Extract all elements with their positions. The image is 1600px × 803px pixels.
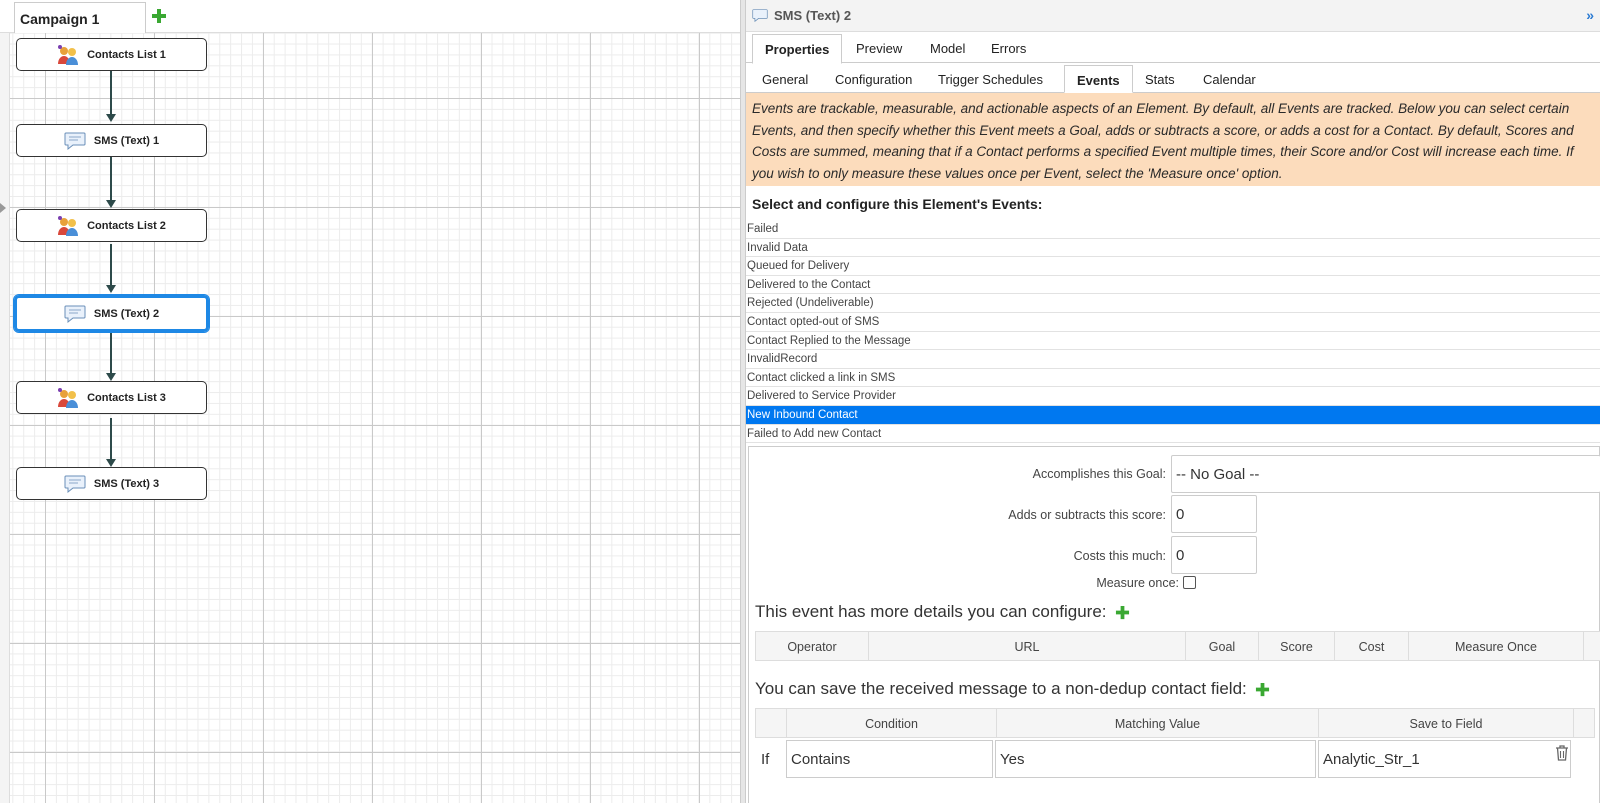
add-campaign-icon[interactable] — [151, 8, 167, 24]
tab-stats[interactable]: Stats — [1145, 72, 1175, 87]
cost-label: Costs this much: — [1073, 549, 1166, 563]
main-tab-bar — [746, 32, 1600, 63]
measure-once-checkbox[interactable] — [1183, 576, 1196, 589]
measure-once-label: Measure once: — [1096, 576, 1179, 590]
connector-arrow — [106, 200, 116, 208]
event-item[interactable]: Queued for Delivery — [746, 257, 1600, 276]
save-rule-row — [755, 739, 1573, 779]
node-sms-text-2[interactable] — [14, 295, 209, 332]
panel-header — [746, 0, 1600, 32]
tab-general[interactable]: General — [762, 72, 809, 87]
add-detail-icon[interactable] — [1115, 605, 1130, 620]
node-label: SMS (Text) 1 — [93, 134, 160, 147]
node-label: SMS (Text) 3 — [93, 477, 160, 490]
campaign-canvas-area — [0, 0, 740, 803]
tab-properties[interactable]: Properties — [752, 34, 842, 64]
event-item[interactable]: Failed to Add new Contact — [746, 425, 1600, 444]
event-item[interactable]: Delivered to Service Provider — [746, 387, 1600, 406]
collapse-panel-icon[interactable]: » — [1586, 7, 1594, 23]
details-heading-text: This event has more details you can configure: — [755, 602, 1107, 621]
tab-trigger-schedules[interactable]: Trigger Schedules — [938, 72, 1044, 87]
matching-value-input[interactable]: Yes — [995, 740, 1316, 778]
sms-icon — [64, 131, 86, 151]
event-item[interactable]: Rejected (Undeliverable) — [746, 294, 1600, 313]
event-item[interactable]: InvalidRecord — [746, 350, 1600, 369]
save-heading-text: You can save the received message to a non-dedup contact field: — [755, 679, 1247, 698]
tab-calendar[interactable]: Calendar — [1203, 72, 1256, 87]
connector-arrow — [106, 114, 116, 122]
cost-input[interactable]: 0 — [1171, 536, 1257, 574]
col-operator[interactable]: Operator — [756, 632, 869, 660]
connector-line — [110, 418, 112, 460]
event-item[interactable]: Contact Replied to the Message — [746, 332, 1600, 351]
node-label: Contacts List 1 — [87, 48, 166, 61]
score-label: Adds or subtracts this score: — [1008, 508, 1166, 522]
sms-icon — [64, 304, 86, 324]
col-measure-once[interactable]: Measure Once — [1409, 632, 1584, 660]
score-input[interactable]: 0 — [1171, 495, 1257, 533]
event-item[interactable]: Delivered to the Contact — [746, 276, 1600, 295]
campaign-tab-bar — [0, 0, 740, 33]
event-item[interactable]: Contact opted-out of SMS — [746, 313, 1600, 332]
node-contacts-list-3[interactable] — [16, 381, 207, 414]
events-section-title: Select and configure this Element's Events: — [752, 196, 1043, 212]
col-cost[interactable]: Cost — [1335, 632, 1409, 660]
tab-preview[interactable]: Preview — [856, 41, 903, 56]
col-prefix — [756, 709, 787, 737]
canvas-left-gutter — [0, 33, 10, 803]
col-condition[interactable]: Condition — [787, 709, 997, 737]
col-matching-value[interactable]: Matching Value — [997, 709, 1319, 737]
sms-icon — [752, 8, 768, 23]
connector-arrow — [106, 459, 116, 467]
contacts-icon — [57, 215, 79, 237]
node-sms-text-1[interactable] — [16, 124, 207, 157]
details-heading — [755, 602, 1130, 622]
if-label: If — [761, 750, 770, 768]
event-config-box — [748, 446, 1600, 803]
connector-line — [110, 244, 112, 286]
details-grid-header — [755, 631, 1600, 661]
add-save-rule-icon[interactable] — [1255, 682, 1270, 697]
node-sms-text-3[interactable] — [16, 467, 207, 500]
save-heading — [755, 679, 1270, 699]
col-url[interactable]: URL — [869, 632, 1186, 660]
condition-select[interactable]: Contains — [786, 740, 993, 778]
events-info-note: Events are trackable, measurable, and actionable aspects of an Element. By default, all Events are tracked. Below you can select certain Events, and then specify whether this Event meets a Goal, adds or subtracts a score, or adds a cost for a Contact. By default, Scores and Costs are summed, meaning that if a Contact performs a specified Event multiple times, their Score and/or Cost will increase each time. If you wish to only measure these values once per Event, select the 'Measure once' option. — [746, 93, 1600, 186]
col-save-to-field[interactable]: Save to Field — [1319, 709, 1574, 737]
node-contacts-list-1[interactable] — [16, 38, 207, 71]
event-list — [746, 220, 1600, 443]
col-goal[interactable]: Goal — [1186, 632, 1259, 660]
tab-configuration[interactable]: Configuration — [835, 72, 913, 87]
tab-errors[interactable]: Errors — [991, 41, 1027, 56]
tab-model[interactable]: Model — [930, 41, 966, 56]
connector-arrow — [106, 373, 116, 381]
node-label: SMS (Text) 2 — [93, 307, 160, 320]
save-to-field-select[interactable]: Analytic_Str_1 — [1318, 740, 1571, 778]
event-item[interactable]: Failed — [746, 220, 1600, 239]
event-item-selected[interactable]: New Inbound Contact — [746, 406, 1600, 425]
sms-icon — [64, 474, 86, 494]
trash-icon[interactable] — [1555, 745, 1569, 761]
col-score[interactable]: Score — [1259, 632, 1335, 660]
panel-title: SMS (Text) 2 — [774, 8, 852, 23]
goal-label: Accomplishes this Goal: — [1032, 467, 1166, 481]
properties-panel — [746, 0, 1600, 803]
tab-campaign-1[interactable]: Campaign 1 — [14, 2, 146, 33]
event-item[interactable]: Contact clicked a link in SMS — [746, 369, 1600, 388]
save-grid-header — [755, 708, 1595, 738]
node-label: Contacts List 3 — [87, 391, 166, 404]
node-contacts-list-2[interactable] — [16, 209, 207, 242]
goal-select[interactable]: -- No Goal -- — [1171, 455, 1600, 493]
sub-tab-bar — [746, 63, 1600, 93]
connector-line — [110, 157, 112, 201]
event-item[interactable]: Invalid Data — [746, 239, 1600, 258]
contacts-icon — [57, 44, 79, 66]
connector-arrow — [106, 285, 116, 293]
node-label: Contacts List 2 — [87, 219, 166, 232]
tab-events[interactable]: Events — [1064, 65, 1133, 93]
contacts-icon — [57, 387, 79, 409]
expand-left-icon[interactable] — [0, 203, 6, 213]
connector-line — [110, 71, 112, 115]
connector-line — [110, 333, 112, 374]
